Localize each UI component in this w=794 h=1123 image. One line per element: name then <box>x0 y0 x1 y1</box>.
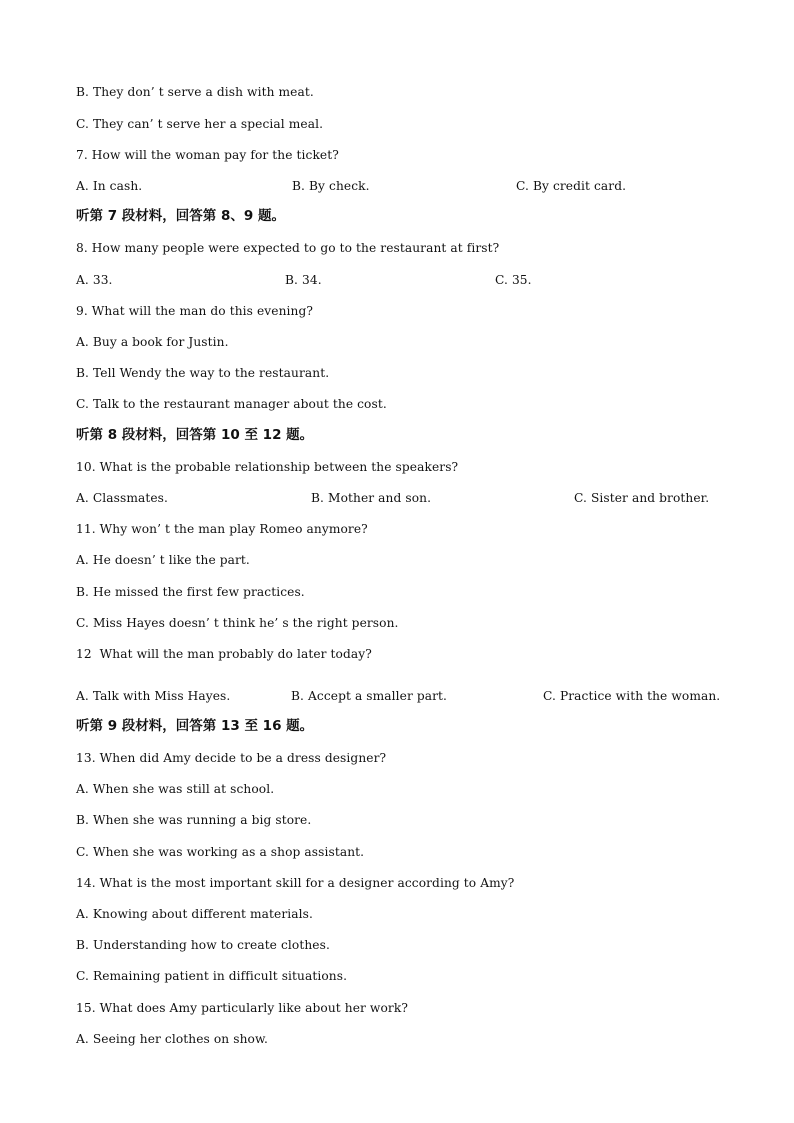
option-7b: B. By check. <box>292 179 370 193</box>
option-13b: B. When she was running a big store. <box>76 813 312 827</box>
option-11a: A. He doesn’ t like the part. <box>76 553 250 567</box>
option-9a: A. Buy a book for Justin. <box>76 335 229 349</box>
option-9c: C. Talk to the restaurant manager about the cost. <box>76 397 387 411</box>
option-14c: C. Remaining patient in difficult situations. <box>76 969 348 983</box>
question-7: 7. How will the woman pay for the ticket? <box>76 148 339 162</box>
option-10b: B. Mother and son. <box>311 491 432 505</box>
option-8c: C. 35. <box>495 273 532 287</box>
option-11c: C. Miss Hayes doesn’ t think he’ s the right person. <box>76 616 399 630</box>
option-10a: A. Classmates. <box>76 491 169 505</box>
question-12: 12 What will the man probably do later today? <box>76 647 372 661</box>
question-15: 15. What does Amy particularly like about her work? <box>76 1001 408 1015</box>
option-12a: A. Talk with Miss Hayes. <box>76 689 231 703</box>
option-7a: A. In cash. <box>76 179 143 193</box>
question-11: 11. Why won’ t the man play Romeo anymore? <box>76 522 368 536</box>
section-heading-7: 听第 7 段材料，回答第 8、9 题。 <box>76 208 285 224</box>
option-15a: A. Seeing her clothes on show. <box>76 1032 269 1046</box>
option-6b: B. They don’ t serve a dish with meat. <box>76 85 314 99</box>
option-12b: B. Accept a smaller part. <box>291 689 448 703</box>
question-14: 14. What is the most important skill for a designer according to Amy? <box>76 876 515 890</box>
question-13: 13. When did Amy decide to be a dress designer? <box>76 751 387 765</box>
option-6c: C. They can’ t serve her a special meal. <box>76 117 324 131</box>
option-8b: B. 34. <box>285 273 322 287</box>
question-10: 10. What is the probable relationship between the speakers? <box>76 460 459 474</box>
option-7c: C. By credit card. <box>516 179 627 193</box>
question-8: 8. How many people were expected to go to the restaurant at first? <box>76 241 500 255</box>
section-heading-9: 听第 9 段材料，回答第 13 至 16 题。 <box>76 718 314 734</box>
option-14a: A. Knowing about different materials. <box>76 907 313 921</box>
option-13a: A. When she was still at school. <box>76 782 275 796</box>
section-heading-8: 听第 8 段材料，回答第 10 至 12 题。 <box>76 427 314 443</box>
option-12c: C. Practice with the woman. <box>543 689 721 703</box>
option-9b: B. Tell Wendy the way to the restaurant. <box>76 366 330 380</box>
option-10c: C. Sister and brother. <box>574 491 710 505</box>
option-13c: C. When she was working as a shop assistant. <box>76 845 365 859</box>
option-8a: A. 33. <box>76 273 113 287</box>
option-11b: B. He missed the first few practices. <box>76 585 305 599</box>
option-14b: B. Understanding how to create clothes. <box>76 938 330 952</box>
question-9: 9. What will the man do this evening? <box>76 304 314 318</box>
